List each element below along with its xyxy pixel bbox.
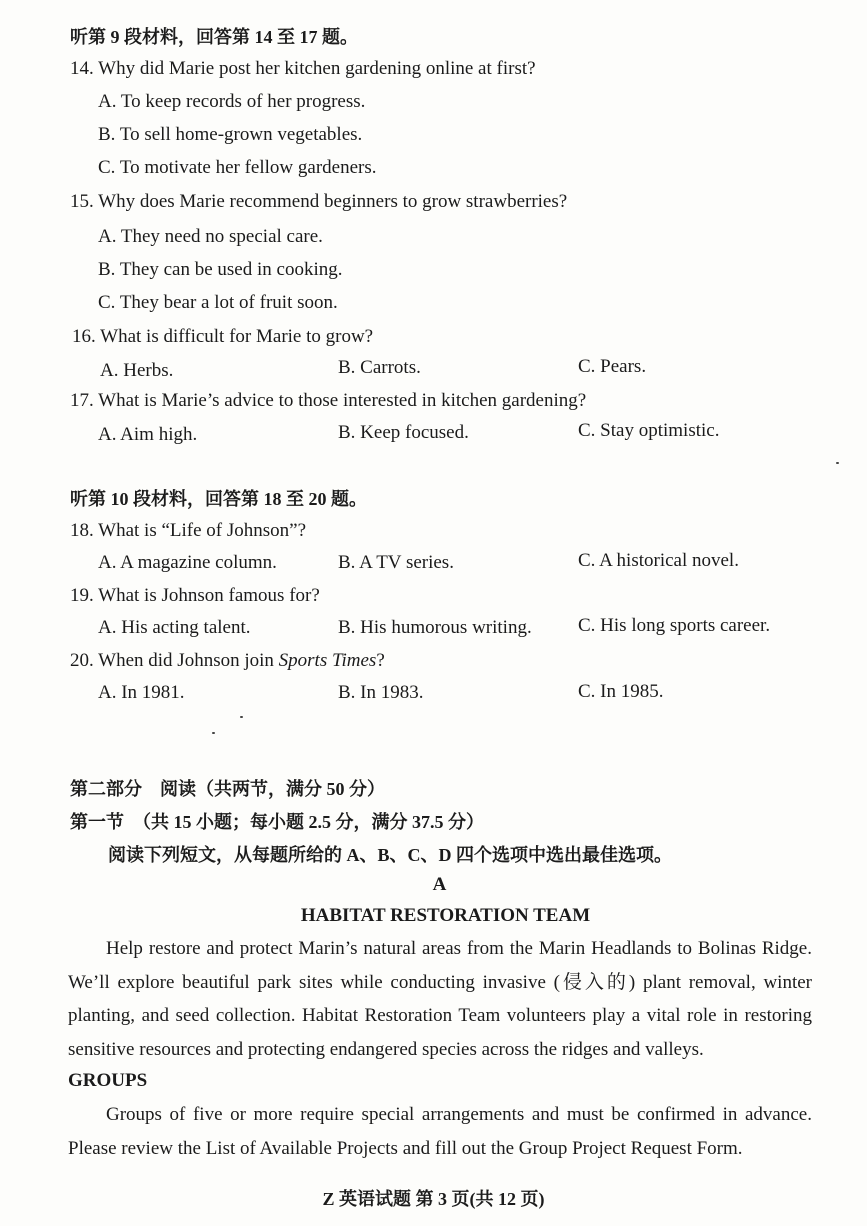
q15-option-c: C. They bear a lot of fruit soon. [98,292,338,313]
scan-speck [212,732,215,734]
q18-option-b: B. A TV series. [338,552,454,573]
q17-option-a: A. Aim high. [98,424,198,445]
question-18: 18. What is “Life of Johnson”? [70,520,307,541]
section-header-9: 听第 9 段材料，回答第 14 至 17 题。 [70,27,358,47]
passage-title: HABITAT RESTORATION TEAM [300,905,591,926]
section-one-title: 第一节 （共 15 小题；每小题 2.5 分，满分 37.5 分） [70,812,484,832]
q18-option-a: A. A magazine column. [98,552,277,573]
question-14: 14. Why did Marie post her kitchen gardening online at first? [70,58,536,79]
page-footer: Z 英语试题 第 3 页(共 12 页) [322,1189,545,1209]
q19-option-a: A. His acting talent. [98,617,251,638]
question-15: 15. Why does Marie recommend beginners to grow strawberries? [70,191,568,212]
q14-option-b: B. To sell home-grown vegetables. [98,124,363,145]
q14-option-a: A. To keep records of her progress. [98,91,366,112]
q16-option-a: A. Herbs. [100,360,174,381]
q19-option-b: B. His humorous writing. [338,617,532,638]
q15-option-a: A. They need no special care. [98,226,323,247]
q16-option-b: B. Carrots. [338,357,421,378]
question-20 [70,650,385,672]
q18-option-c: C. A historical novel. [578,550,739,571]
q20-stem-post: ? [376,650,385,671]
paragraph-2-text: Groups of five or more require special arrangements and must be confirmed in advance. Please review the List of Available Projects and fill out the Group Project Request Form. [68,1104,812,1159]
q20-option-b: B. In 1983. [338,682,424,703]
q20-stem-title: Sports Times [278,650,377,671]
q19-option-c: C. His long sports career. [578,615,771,636]
groups-heading: GROUPS [68,1070,148,1091]
section-header-10: 听第 10 段材料，回答第 18 至 20 题。 [70,489,367,509]
passage-paragraph-1 [68,932,812,1066]
scan-speck [836,462,839,464]
reading-instruction: 阅读下列短文，从每题所给的 A、B、C、D 四个选项中选出最佳选项。 [108,845,672,865]
q20-stem-pre: 20. When did Johnson join [70,650,279,671]
q20-option-a: A. In 1981. [98,682,185,703]
question-16: 16. What is difficult for Marie to grow? [72,326,374,347]
q15-option-b: B. They can be used in cooking. [98,259,343,280]
paragraph-1-text: Help restore and protect Marin’s natural areas from the Marin Headlands to Bolinas Ridge. We’ll explore beautiful park sites while conducting invasive (侵入的) plant removal, winter planting, and seed collection. Habitat Restoration Team volunteers play a vital role in restoring sensitive resources and protecting endangered species across the ridges and valleys. [68,938,812,1060]
q20-option-c: C. In 1985. [578,681,664,702]
part-two-title: 第二部分 阅读（共两节，满分 50 分） [70,779,385,799]
question-19: 19. What is Johnson famous for? [70,585,320,606]
question-17: 17. What is Marie’s advice to those interested in kitchen gardening? [70,390,587,411]
q14-option-c: C. To motivate her fellow gardeners. [98,157,377,178]
q17-option-c: C. Stay optimistic. [578,420,720,441]
scan-speck [240,716,243,718]
passage-paragraph-2 [68,1098,812,1165]
q16-option-c: C. Pears. [578,356,647,377]
q17-option-b: B. Keep focused. [338,422,469,443]
passage-letter: A [432,874,447,895]
